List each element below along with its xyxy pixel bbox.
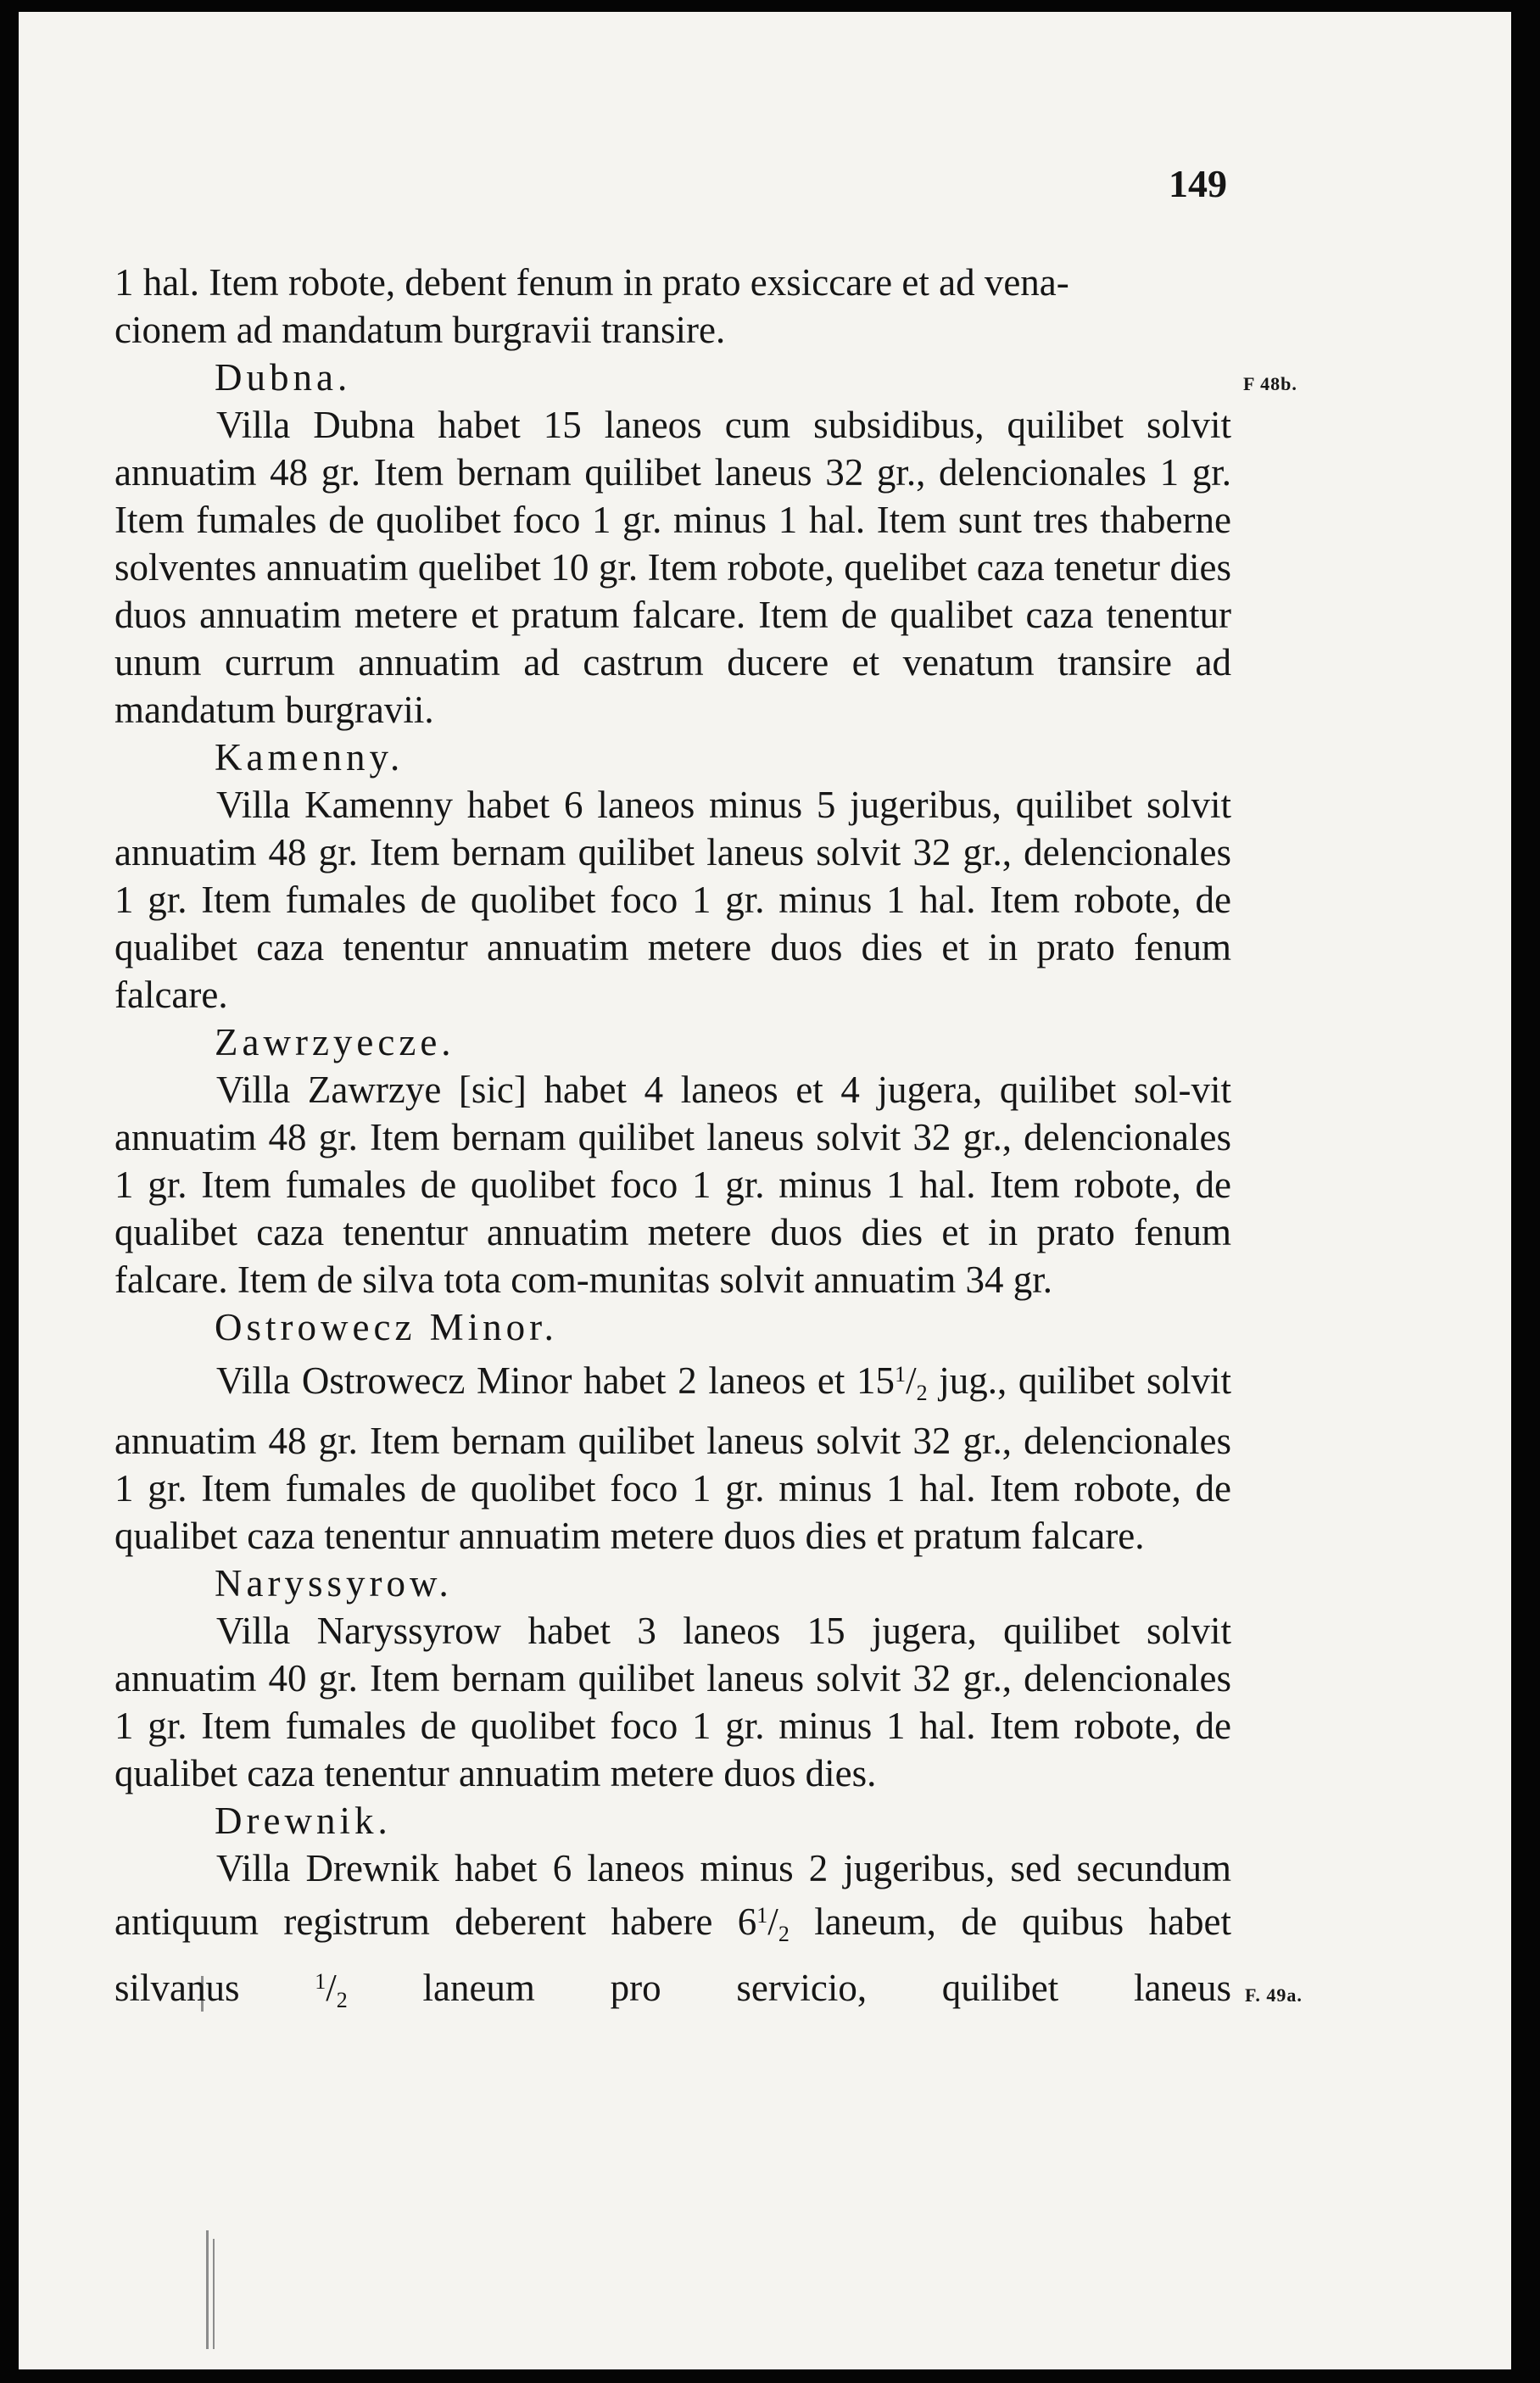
margin-note-folio-48b: F 48b. [1243, 373, 1297, 394]
fraction-numerator: 1 [315, 1969, 326, 1994]
fraction-denominator: 2 [778, 1922, 790, 1946]
margin-note-folio-49a: F. 49a. [1245, 1984, 1303, 2006]
text-run: laneum, de quibus habet silvanus [114, 1900, 1231, 2009]
paragraph-naryssyrow: Villa Naryssyrow habet 3 laneos 15 jugera, quilibet solvit annuatim 40 gr. Item bernam quilibet laneus solvit 32 gr., delencionales 1 gr. Item fumales de quolibet foco 1 gr. minus 1 hal. Item robote, de qualibet caza tenentur annuatim metere duos dies. [114, 1610, 1231, 1794]
fraction-numerator: 1 [895, 1362, 907, 1387]
fraction-numerator: 1 [756, 1903, 768, 1928]
paragraph-ostrowecz-minor: Villa Ostrowecz Minor habet 2 laneos et $15^1/_2$ jug., quilibet solvit annuatim 48 gr. Item bernam quilibet laneus solvit 32 gr., delencionales 1 gr. Item fumales de quolibet foco 1 gr. minus 1 hal. Item robote, de qualibet caza tenentur annuatim metere duos dies et pratum falcare. [114, 1359, 1232, 1557]
text-run: jug., quilibet solvit annuatim 48 gr. Item bernam quilibet laneus solvit 32 gr., delencionales 1 gr. Item fumales de quolibet foco 1 gr. minus 1 hal. Item robote, de qualibet caza tenentur annuatim metere duos dies et pratum falcare. [114, 1359, 1232, 1557]
section-heading-dubna: Dubna. [215, 356, 352, 399]
margin-mark [206, 2230, 209, 2349]
section-heading-ostrowecz-minor: Ostrowecz Minor. [215, 1306, 558, 1348]
page-number: 149 [1169, 162, 1227, 205]
document-body [114, 259, 1231, 2024]
text-line: 1 hal. Item robote, debent fenum in prato exsiccare et ad vena- [114, 261, 1069, 304]
section-heading-zawrzyecze: Zawrzyecze. [215, 1021, 455, 1063]
paragraph-drewnik: Villa Drewnik habet 6 laneos minus 2 jugeribus, sed secundum antiquum registrum deberent habere $6^1/_2$ laneum, de quibus habet silvanus $^1/_2$ laneum pro servicio, quilibet laneus [114, 1847, 1231, 2012]
paragraph-zawrzyecze: Villa Zawrzye [sic] habet 4 laneos et 4 jugera, quilibet sol-vit annuatim 48 gr. Item bernam quilibet laneus solvit 32 gr., delencionales 1 gr. Item fumales de quolibet foco 1 gr. minus 1 hal. Item robote, de qualibet caza tenentur annuatim metere duos dies et in prato fenum falcare. Item de silva tota com-munitas solvit annuatim 34 gr. [114, 1069, 1231, 1301]
page-edge-shadow [1511, 1272, 1521, 1374]
text-line: cionem ad mandatum burgravii transire. [114, 309, 726, 351]
paragraph-dubna: Villa Dubna habet 15 laneos cum subsidibus, quilibet solvit annuatim 48 gr. Item bernam quilibet laneus 32 gr., delencionales 1 gr. Item fumales de quolibet foco 1 gr. minus 1 hal. Item sunt tres thaberne solventes annuatim quelibet 10 gr. Item robote, quelibet caza tenetur dies duos annuatim metere et pratum falcare. Item de qualibet caza tenentur unum currum annuatim ad castrum ducere et venatum transire ad mandatum burgravii. [114, 404, 1231, 731]
text-run: Villa Drewnik habet 6 laneos minus 2 jugeribus, sed secundum antiquum registrum deberent habere 6 [114, 1847, 1231, 1943]
section-heading-kamenny: Kamenny. [215, 736, 405, 779]
paragraph-kamenny: Villa Kamenny habet 6 laneos minus 5 jugeribus, quilibet solvit annuatim 48 gr. Item bernam quilibet laneus solvit 32 gr., delencionales 1 gr. Item fumales de quolibet foco 1 gr. minus 1 hal. Item robote, de qualibet caza tenentur annuatim metere duos dies et in prato fenum falcare. [114, 784, 1231, 1016]
fraction-denominator: 2 [336, 1988, 348, 2012]
section-heading-naryssyrow: Naryssyrow. [215, 1562, 453, 1604]
text-run: Villa Ostrowecz Minor habet 2 laneos et 15 [216, 1359, 896, 1402]
text-run: laneum pro servicio, quilibet laneus [347, 1967, 1231, 2009]
section-heading-drewnik: Drewnik. [215, 1800, 392, 1842]
fraction-denominator: 2 [916, 1381, 928, 1405]
margin-mark [213, 2239, 215, 2349]
